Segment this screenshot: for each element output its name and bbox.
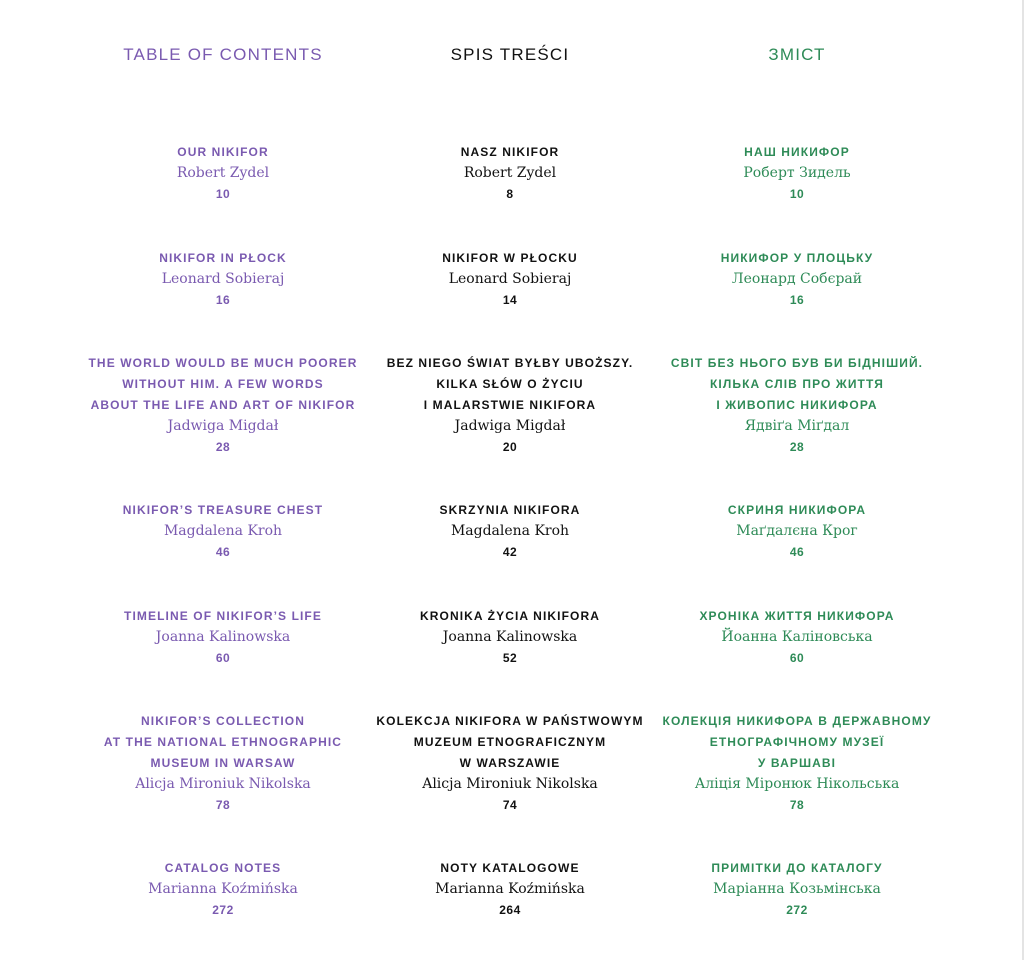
entry-author: Marianna Koźmińska	[148, 881, 298, 897]
entry-title-line: W WARSZAWIE	[459, 756, 561, 770]
column-ukrainian	[647, 0, 947, 960]
entry-page-number: 60	[789, 651, 805, 665]
entry-title-line: У ВАРШАВІ	[757, 756, 837, 770]
entry-title-line: NIKIFOR’S TREASURE CHEST	[122, 503, 324, 517]
toc-entry	[647, 606, 947, 669]
entry-author: Alicja Mironiuk Nikolska	[135, 776, 311, 792]
entry-title-line: NOTY KATALOGOWE	[440, 861, 580, 875]
entry-title-line: НАШ НИКИФОР	[744, 145, 850, 159]
toc-entry	[73, 142, 373, 205]
entry-title	[73, 606, 373, 627]
entry-title-line: KOLEKCJA NIKIFORA W PAŃSTWOWYM	[376, 714, 644, 728]
entry-author: Joanna Kalinowska	[155, 629, 291, 645]
entry-title	[647, 606, 947, 627]
entry-title	[73, 711, 373, 774]
entry-title	[73, 353, 373, 416]
entry-page-number: 78	[215, 798, 231, 812]
entry-page-number: 52	[502, 651, 518, 665]
toc-entry	[647, 142, 947, 205]
entry-author: Leonard Sobieraj	[448, 271, 572, 287]
toc-entry	[647, 711, 947, 816]
entry-title	[647, 711, 947, 774]
entry-title-line: ЕТНОГРАФІЧНОМУ МУЗЕЇ	[709, 735, 885, 749]
toc-entry	[73, 858, 373, 921]
entry-page-number: 16	[215, 293, 231, 307]
toc-entry	[360, 248, 660, 311]
entry-title	[73, 248, 373, 269]
entry-title	[73, 142, 373, 163]
entry-title	[360, 606, 660, 627]
entry-title-line: MUZEUM ETNOGRAFICZNYM	[413, 735, 607, 749]
entry-author: Jadwiga Migdał	[454, 418, 566, 434]
column-heading: SPIS TREŚCI	[450, 45, 570, 64]
entry-title	[73, 500, 373, 521]
entry-page-number: 272	[212, 903, 234, 917]
entry-author: Леонард Собєрай	[731, 271, 863, 287]
entry-title-line: ABOUT THE LIFE AND ART OF NIKIFOR	[90, 398, 356, 412]
entry-title-line: MUSEUM IN WARSAW	[150, 756, 296, 770]
column-heading: TABLE OF CONTENTS	[123, 45, 323, 64]
entry-author: Alicja Mironiuk Nikolska	[422, 776, 598, 792]
toc-entry	[647, 500, 947, 563]
entry-title-line: NIKIFOR’S COLLECTION	[141, 714, 305, 728]
entry-title	[360, 142, 660, 163]
toc-entry	[73, 500, 373, 563]
entry-page-number: 8	[506, 187, 514, 201]
entry-title	[360, 711, 660, 774]
toc-entry	[360, 353, 660, 458]
entry-author: Йоанна Каліновська	[721, 629, 873, 645]
entry-title-line: OUR NIKIFOR	[177, 145, 269, 159]
entry-title-line: СВІТ БЕЗ НЬОГО БУВ БИ БІДНІШИЙ.	[670, 356, 924, 370]
column-english	[73, 0, 373, 960]
entry-title	[647, 353, 947, 416]
entry-title-line: WITHOUT HIM. A FEW WORDS	[122, 377, 324, 391]
entry-title-line: І ЖИВОПИС НИКИФОРА	[716, 398, 878, 412]
toc-entry	[647, 248, 947, 311]
entry-title	[647, 858, 947, 879]
entry-title	[360, 353, 660, 416]
toc-entry	[360, 606, 660, 669]
entry-author: Маріанна Козьмінська	[713, 881, 881, 897]
entry-title	[647, 500, 947, 521]
entry-title-line: ПРИМІТКИ ДО КАТАЛОГУ	[711, 861, 883, 875]
toc-entry	[647, 353, 947, 458]
entry-author: Jadwiga Migdał	[167, 418, 279, 434]
entry-title-line: ХРОНІКА ЖИТТЯ НИКИФОРА	[699, 609, 895, 623]
entry-page-number: 46	[789, 545, 805, 559]
entry-page-number: 46	[215, 545, 231, 559]
entry-title-line: AT THE NATIONAL ETHNOGRAPHIC	[103, 735, 343, 749]
entry-author: Аліція Міронюк Нікольська	[694, 776, 900, 792]
toc-entry	[73, 606, 373, 669]
entry-title	[360, 500, 660, 521]
entry-title-line: NASZ NIKIFOR	[460, 145, 560, 159]
entry-page-number: 20	[502, 440, 518, 454]
entry-title-line: КІЛЬКА СЛІВ ПРО ЖИТТЯ	[710, 377, 884, 391]
entry-title	[360, 248, 660, 269]
toc-entry	[647, 858, 947, 921]
toc-entry	[360, 711, 660, 816]
entry-page-number: 28	[789, 440, 805, 454]
entry-author: Magdalena Kroh	[450, 523, 570, 539]
entry-author: Маґдалєна Крог	[736, 523, 858, 539]
entry-page-number: 272	[786, 903, 808, 917]
entry-author: Robert Zydel	[176, 165, 270, 181]
toc-entry	[360, 500, 660, 563]
entry-title-line: TIMELINE OF NIKIFOR’S LIFE	[124, 609, 322, 623]
entry-title-line: I MALARSTWIE NIKIFORA	[423, 398, 597, 412]
entry-page-number: 16	[789, 293, 805, 307]
toc-entry	[73, 711, 373, 816]
entry-title	[360, 858, 660, 879]
entry-title-line: CATALOG NOTES	[164, 861, 282, 875]
entry-title-line: THE WORLD WOULD BE MUCH POORER	[88, 356, 358, 370]
entry-title	[647, 142, 947, 163]
entry-author: Robert Zydel	[463, 165, 557, 181]
entry-page-number: 10	[215, 187, 231, 201]
entry-author: Joanna Kalinowska	[442, 629, 578, 645]
column-polish	[360, 0, 660, 960]
entry-title-line: СКРИНЯ НИКИФОРА	[727, 503, 867, 517]
entry-title-line: NIKIFOR IN PŁOCK	[159, 251, 287, 265]
entry-author: Magdalena Kroh	[163, 523, 283, 539]
entry-page-number: 42	[502, 545, 518, 559]
entry-title-line: NIKIFOR W PŁOCKU	[442, 251, 578, 265]
entry-title-line: КОЛЕКЦІЯ НИКИФОРА В ДЕРЖАВНОМУ	[662, 714, 932, 728]
entry-title-line: KILKA SŁÓW O ŻYCIU	[436, 377, 584, 391]
entry-title	[73, 858, 373, 879]
toc-entry	[73, 353, 373, 458]
entry-author: Marianna Koźmińska	[435, 881, 585, 897]
entry-page-number: 60	[215, 651, 231, 665]
entry-page-number: 10	[789, 187, 805, 201]
entry-author: Ядвіґа Міґдал	[744, 418, 850, 434]
entry-title-line: SKRZYNIA NIKIFORA	[439, 503, 581, 517]
entry-title-line: KRONIKA ŻYCIA NIKIFORA	[420, 609, 600, 623]
toc-entry	[360, 858, 660, 921]
entry-page-number: 14	[502, 293, 518, 307]
column-heading: ЗМІСТ	[768, 45, 826, 64]
entry-page-number: 264	[499, 903, 521, 917]
entry-page-number: 78	[789, 798, 805, 812]
entry-author: Роберт Зидель	[743, 165, 851, 181]
toc-entry	[73, 248, 373, 311]
toc-entry	[360, 142, 660, 205]
entry-title	[647, 248, 947, 269]
entry-title-line: НИКИФОР У ПЛОЦЬКУ	[720, 251, 874, 265]
entry-author: Leonard Sobieraj	[161, 271, 285, 287]
entry-page-number: 74	[502, 798, 518, 812]
entry-title-line: BEZ NIEGO ŚWIAT BYŁBY UBOŻSZY.	[386, 356, 634, 370]
entry-page-number: 28	[215, 440, 231, 454]
